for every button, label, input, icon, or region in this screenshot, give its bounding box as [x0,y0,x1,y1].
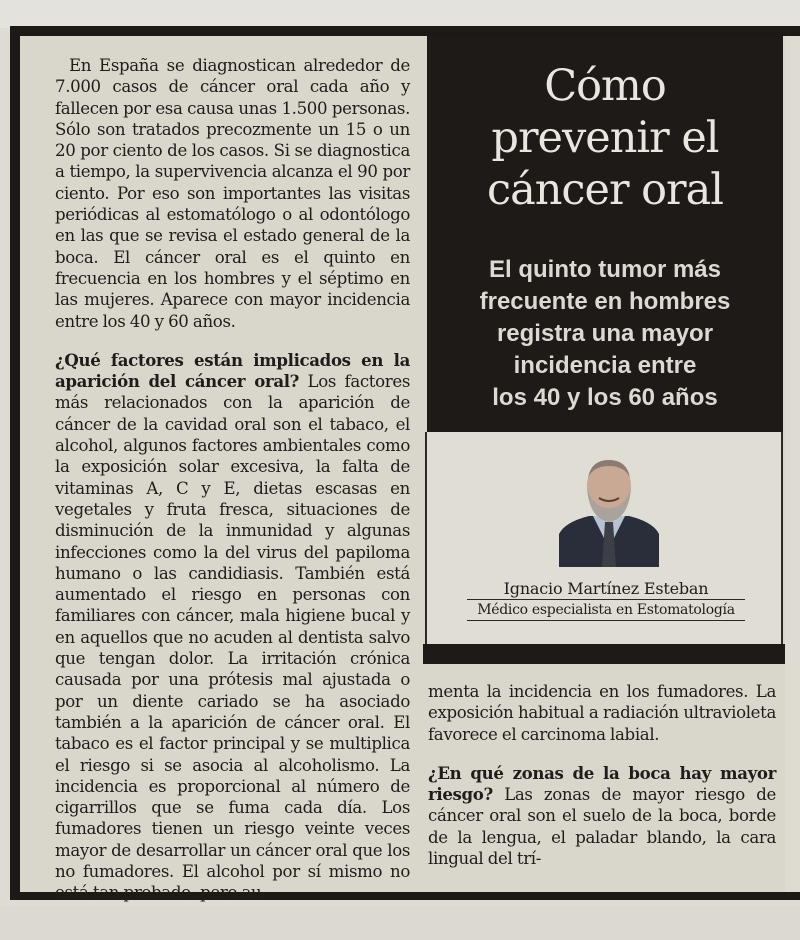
section-factors [55,350,410,904]
paper-bottom-edge [0,906,800,940]
adjacent-page-edge [785,36,800,892]
subheadline [427,254,783,414]
headline [427,60,783,216]
intro-paragraph: En España se diagnostican alrededor de 7.000 casos de cáncer oral cada año y fallecen por esa causa unas 1.500 personas. Sólo son tratados precozmente un 15 o un 20 por ciento de los casos. Si se diagnostica a tiempo, la supervivencia alcanza el 90 por ciento. Por eso son importantes las visitas periódicas al estomatólogo o al odontólogo en las que se revisa el estado general de la boca. El cáncer oral es el quinto en frecuencia en los hombres y el séptimo en las mujeres. Aparece con mayor incidencia entre los 40 y 60 años. [55,56,410,331]
headline-line: Cómo [544,61,666,111]
author-title: Médico especialista en Estomatología [467,602,745,621]
author-card-bottom-bar [423,644,785,664]
right-column [428,681,776,869]
section-zones-answer: Las zonas de mayor riesgo de cáncer oral son el suelo de la boca, borde de la lengua, el paladar blando, la cara lingual del trí- [428,785,776,869]
author-name: Ignacio Martínez Esteban [467,579,745,600]
author-card [425,432,783,644]
author-photo [559,452,659,567]
section-factors-continuation: menta la incidencia en los fumadores. La exposición habitual a radiación ultravioleta favorece el carcinoma labial. [428,682,776,744]
left-column [55,55,410,904]
subhead-line: incidencia entre [513,352,697,379]
headline-line: cáncer oral [487,165,723,215]
subhead-line: El quinto tumor más [488,256,721,283]
headline-box [427,36,783,432]
section-factors-answer: Los factores más relacionados con la aparición de cáncer de la cavidad oral son el tabaco, el alcohol, algunos factores ambientales como la exposición solar excesiva, la falta de vitaminas A, C y E, dietas escasas en vegetales y fruta fresca, situaciones de disminución de la inmunidad y algunas infecciones como la del virus del papiloma humano o las candidiasis. También está aumentado el riesgo en personas con familiares con cáncer, mala higiene bucal y en aquellos que no acuden al dentista salvo que tengan dolor. La irritación crónica causada por una prótesis mal ajustada o por un diente cariado se ha asociado también a la aparición de cáncer oral. El tabaco es el factor principal y se multiplica el riesgo si se asocia al alcoholismo. La incidencia es proporcional al número de cigarrillos que se fuma cada día. Los fumadores tienen un riesgo veinte veces mayor de desarrollar un cáncer oral que los no fumadores. El alcohol por sí mismo no está tan probado, pero au- [55,372,410,903]
headline-line: prevenir el [491,113,719,163]
subhead-line: los 40 y los 60 años [492,384,718,411]
section-zones-question: ¿En qué zonas de la boca hay mayor riesgo? [428,762,776,805]
section-zones [428,763,776,869]
paper-top-edge [0,0,800,28]
section-factors-question: ¿Qué factores están implicados en la aparición del cáncer oral? [55,349,410,392]
subhead-line: frecuente en hombres [479,288,731,315]
subhead-line: registra una mayor [496,320,714,347]
